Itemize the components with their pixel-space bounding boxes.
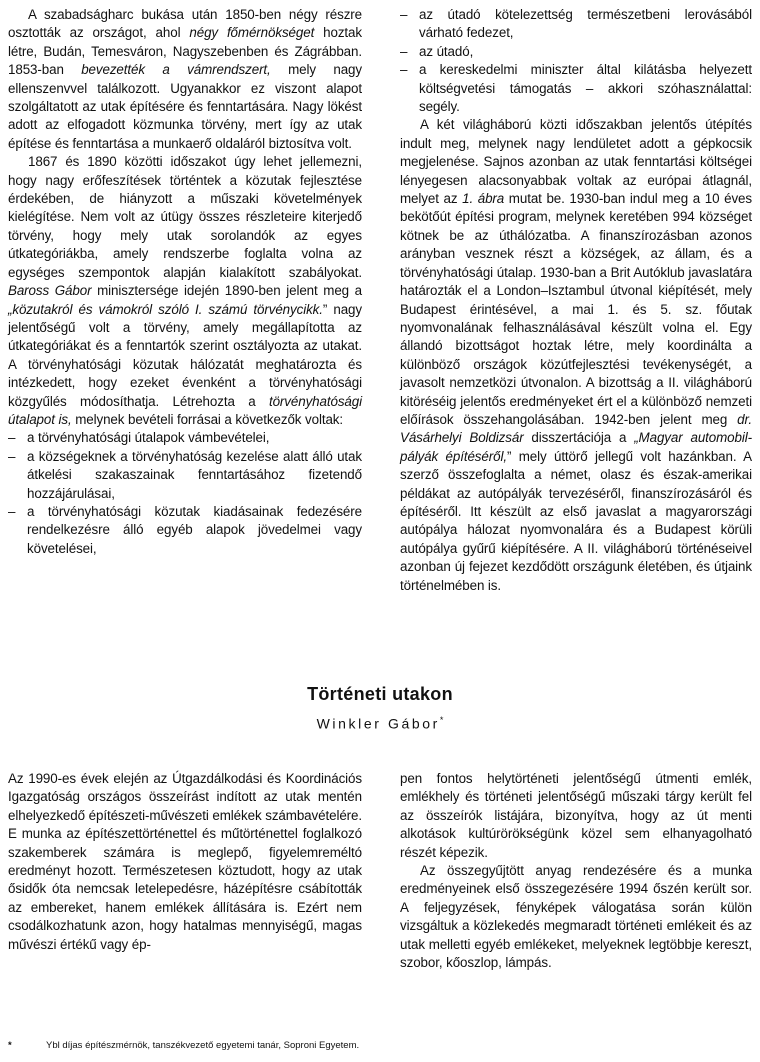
list-item: – az útadó, xyxy=(400,43,752,61)
paragraph: 1867 és 1890 közötti időszakot úgy lehet jellemezni, hogy nagy erőfeszítések történtek a közutak fejlesztése érdekében, de hiányzott a műszaki követelmények kielégítése. Nem volt az útügy összes részleteire kiterjedő törvény, hogy mely utak sorolandók az egyes útkategóriákba, amely rendszerbe foglalta volna az egységes szempontok alapján kialakított szabályokat. Baross Gábor minisztersége idején 1890-ben jelent meg a „közutakról és vámokról szóló I. számú törvénycikk.” nagy jelentőségű volt a törvény, amely megállapította az útkategóriákat és a fenntartók szerint osztályozta az utakat. A törvényhatósági közutak hálózatát meghatározta és intézkedett, hogy ezeket évenként a törvényhatósági közgyűlés módosíthatja. Létrehozta a törvényhatósági útalapot is, melynek bevételi forrásai a következők voltak: xyxy=(8,154,362,427)
column-4 xyxy=(400,770,752,972)
footnote-mark: * xyxy=(8,1040,12,1051)
paragraph: Az 1990-es évek elején az Útgazdálkodási és Koordinációs Igazgatóság országos összeírást indított az utak mentén elhelyezkedő építészeti-művészeti emlékek számbavételére. E munka az építészettörténettel és műtörténettel foglalkozó szakemberek számára is meglepő, figyelemreméltó eredményt hozott. Természetesen köztudott, hogy az utak ősidők óta nemcsak letelepedésre, házépítésre csábították az embereket, hanem emlékek állítására is. Ezért nem csodálkozhatunk azon, hogy hatalmas mennyiségű, magas művészi értékű vagy ép- xyxy=(8,771,362,952)
list-item: – az útadó kötelezettség természetbeni lerovásából várható fedezet, xyxy=(400,6,752,43)
footnote-marker: * xyxy=(439,715,444,725)
paragraph: pen fontos helytörténeti jelentőségű útmenti emlék, emlékhely és történeti jelentőségű műszaki tárgy került fel az összeírók listájára, bizonyítva, hogy az út menti alkotások kultúrörökségünk közel sem elhanyagolható részét képezik. xyxy=(400,771,752,860)
list-item: – a törvényhatósági közutak kiadásainak fedezésére rendelkezésre álló egyéb alapok jövedelmei vagy követelései, xyxy=(8,503,362,558)
article-title: Történeti utakon xyxy=(307,684,453,704)
column-2 xyxy=(400,6,752,595)
revenue-list xyxy=(8,429,362,558)
list-item: – a kereskedelmi miniszter által kilátásba helyezett költségvetési támogatás – akkori szóhasználattal: segély. xyxy=(400,61,752,116)
column-1 xyxy=(8,6,362,558)
paragraph: Az összegyűjtött anyag rendezésére és a munka eredményeinek első összegezésére 1994 őszén került sor. A feljegyzések, fényképek válogatása során külön vizsgáltuk a közlekedés megmaradt történeti emlékeit és az utak melletti egyéb emlékeket, melyeknek legtöbbje kereszt, szobor, kőoszlop, lámpás. xyxy=(400,863,752,971)
footnote xyxy=(8,1040,748,1051)
list-item: – a törvényhatósági útalapok vámbevételei, xyxy=(8,429,362,447)
paragraph: A két világháború közti időszakban jelentős útépítés indult meg, melynek nagy lendületet adott a gépkocsik megjelenése. Sajnos azonban az utak fenntartási költségei lényegesen alacsonyabbak voltak az európai átlagnál, melyet az 1. ábra mutat be. 1930-ban indul meg a 10 éves bekötőút építési program, melynek keretében 994 községet kötnek be az úthálózatba. A finanszírozásban azonos arányban vesznek részt a községek, az állam, és a törvényhatósági útalap. 1930-ban a Brit Autóklub javaslatára határozták el a London–Isztambul útvonal kiépítését, mely Budapest érintésével, a mai 1. és 5. sz. főutak nyomvonalának felhasználásával készült volna el. Egy állandó bizottságot hoztak létre, mely koordinálta a különböző országok közútfejlesztési tevékenységét, a javasolt nemzetközi útvonalon. A bizottság a II. világháború kitöréséig jelentős eredményeket ért el a különböző nemzeti előírások összehangolásában. 1942-ben jelent meg dr. Vásárhelyi Boldizsár disszertációja a „Magyar automobil-pályák építéséről,” mely úttörő jellegű volt hazánkban. A szerző összefoglalta a német, olasz és észak-amerikai példákat az autópályák tervezéséről, finanszírozásáról és építéséről. Itt készült az első javaslat a magyarországi autópálya hálozat nyomvonalára és a Budapest körüli autópálya gyűrű kiépítésére. A II. világháború történéseivel azonban új fejezet kezdődött országunk életében, és útjaink történelmében is. xyxy=(400,117,752,593)
footnote-text: Ybl díjas építészmérnök, tanszékvezető egyetemi tanár, Soproni Egyetem. xyxy=(46,1040,360,1051)
paragraph: A szabadságharc bukása után 1850-ben négy részre osztották az országot, ahol négy főmérnökséget hoztak létre, Budán, Temesváron, Nagyszebenben és Zágrábban. 1853-ban bevezették a vámrendszert, mely nagy ellenszenvvel találkozott. Ugyanakkor ez viszont alapot szolgáltatott az utak építésére és fenntartására. Nagy lökést adott az elfogadott közmunka törvény, mert így az utak építése és fenntartása a munkaerő oldaláról biztosítva volt. xyxy=(8,7,362,151)
column-3 xyxy=(8,770,362,954)
article-author: Winkler Gábor* xyxy=(316,715,444,732)
list-item: – a községeknek a törvényhatóság kezelése alatt álló utak átkelési szakaszainak fenntartásához fizetendő hozzájárulásai, xyxy=(8,448,362,503)
revenue-list-continued xyxy=(400,6,752,116)
